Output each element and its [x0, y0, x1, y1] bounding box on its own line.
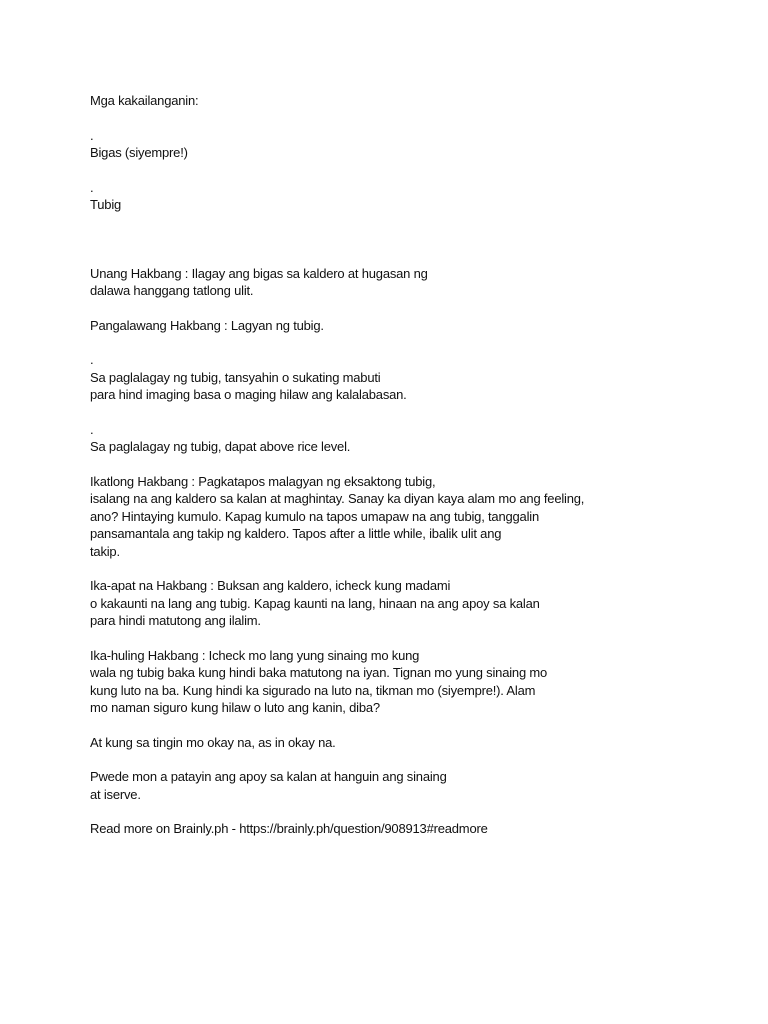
note-1-line: para hind imaging basa o maging hilaw ang kalalabasan. [90, 387, 407, 402]
step-5-line: Ika-huling Hakbang : Icheck mo lang yung sinaing mo kung [90, 647, 420, 663]
closing-1 [90, 734, 730, 752]
closing-2 [90, 768, 730, 803]
ingredient-text: Tubig [90, 197, 122, 212]
step-1 [90, 265, 730, 300]
step-5-line: mo naman siguro kung hilaw o luto ang kanin, diba? [90, 700, 380, 715]
step-3 [90, 473, 730, 561]
ingredient-text: Bigas (siyempre!) [90, 145, 188, 160]
document-body [90, 92, 730, 855]
step-5-line: wala ng tubig baka kung hindi baka matutong na iyan. Tignan mo yung sinaing mo [90, 665, 548, 680]
step-1-line: dalawa hanggang tatlong ulit. [90, 283, 254, 298]
step-3-line: pansamantala ang takip ng kaldero. Tapos after a little while, ibalik ulit ang [90, 526, 502, 541]
bullet-dot: . [90, 352, 94, 367]
heading-text: Mga kakailanganin: [90, 93, 199, 108]
bullet-dot: . [90, 421, 94, 437]
step-4-line: Ika-apat na Hakbang : Buksan ang kaldero, icheck kung madami [90, 578, 451, 593]
step-5 [90, 647, 730, 717]
step-1-line: Unang Hakbang : Ilagay ang bigas sa kaldero at hugasan ng [90, 265, 428, 281]
note-1-line: Sa paglalagay ng tubig, tansyahin o sukating mabuti [90, 369, 381, 385]
bullet-dot: . [90, 127, 94, 143]
note-2 [90, 421, 730, 456]
step-3-line: isalang na ang kaldero sa kalan at maghintay. Sanay ka diyan kaya alam mo ang feeling, [90, 491, 585, 506]
step-3-line: Ikatlong Hakbang : Pagkatapos malagyan ng eksaktong tubig, [90, 473, 436, 489]
step-3-line: ano? Hintaying kumulo. Kapag kumulo na tapos umapaw na ang tubig, tanggalin [90, 508, 539, 524]
step-2 [90, 317, 730, 335]
step-4-line: o kakaunti na lang ang tubig. Kapag kaunti na lang, hinaan na ang apoy sa kalan [90, 595, 540, 611]
step-2-text: Pangalawang Hakbang : Lagyan ng tubig. [90, 317, 324, 333]
footer-source [90, 820, 730, 838]
step-4 [90, 577, 730, 630]
note-1 [90, 351, 730, 404]
ingredient-item [90, 127, 730, 162]
step-5-line: kung luto na ba. Kung hindi ka sigurado na luto na, tikman mo (siyempre!). Alam [90, 682, 536, 698]
footer-text: Read more on Brainly.ph - https://brainly.ph/question/908913#readmore [90, 821, 488, 836]
closing-2-line: at iserve. [90, 786, 141, 802]
closing-2-line: Pwede mon a patayin ang apoy sa kalan at hanguin ang sinaing [90, 769, 447, 784]
step-4-line: para hindi matutong ang ilalim. [90, 613, 261, 628]
closing-1-text: At kung sa tingin mo okay na, as in okay na. [90, 734, 336, 750]
heading [90, 92, 730, 110]
step-3-line: takip. [90, 543, 120, 559]
spacer [90, 231, 730, 265]
ingredient-item [90, 179, 730, 214]
bullet-dot: . [90, 179, 94, 195]
note-2-line: Sa paglalagay ng tubig, dapat above rice level. [90, 439, 351, 454]
